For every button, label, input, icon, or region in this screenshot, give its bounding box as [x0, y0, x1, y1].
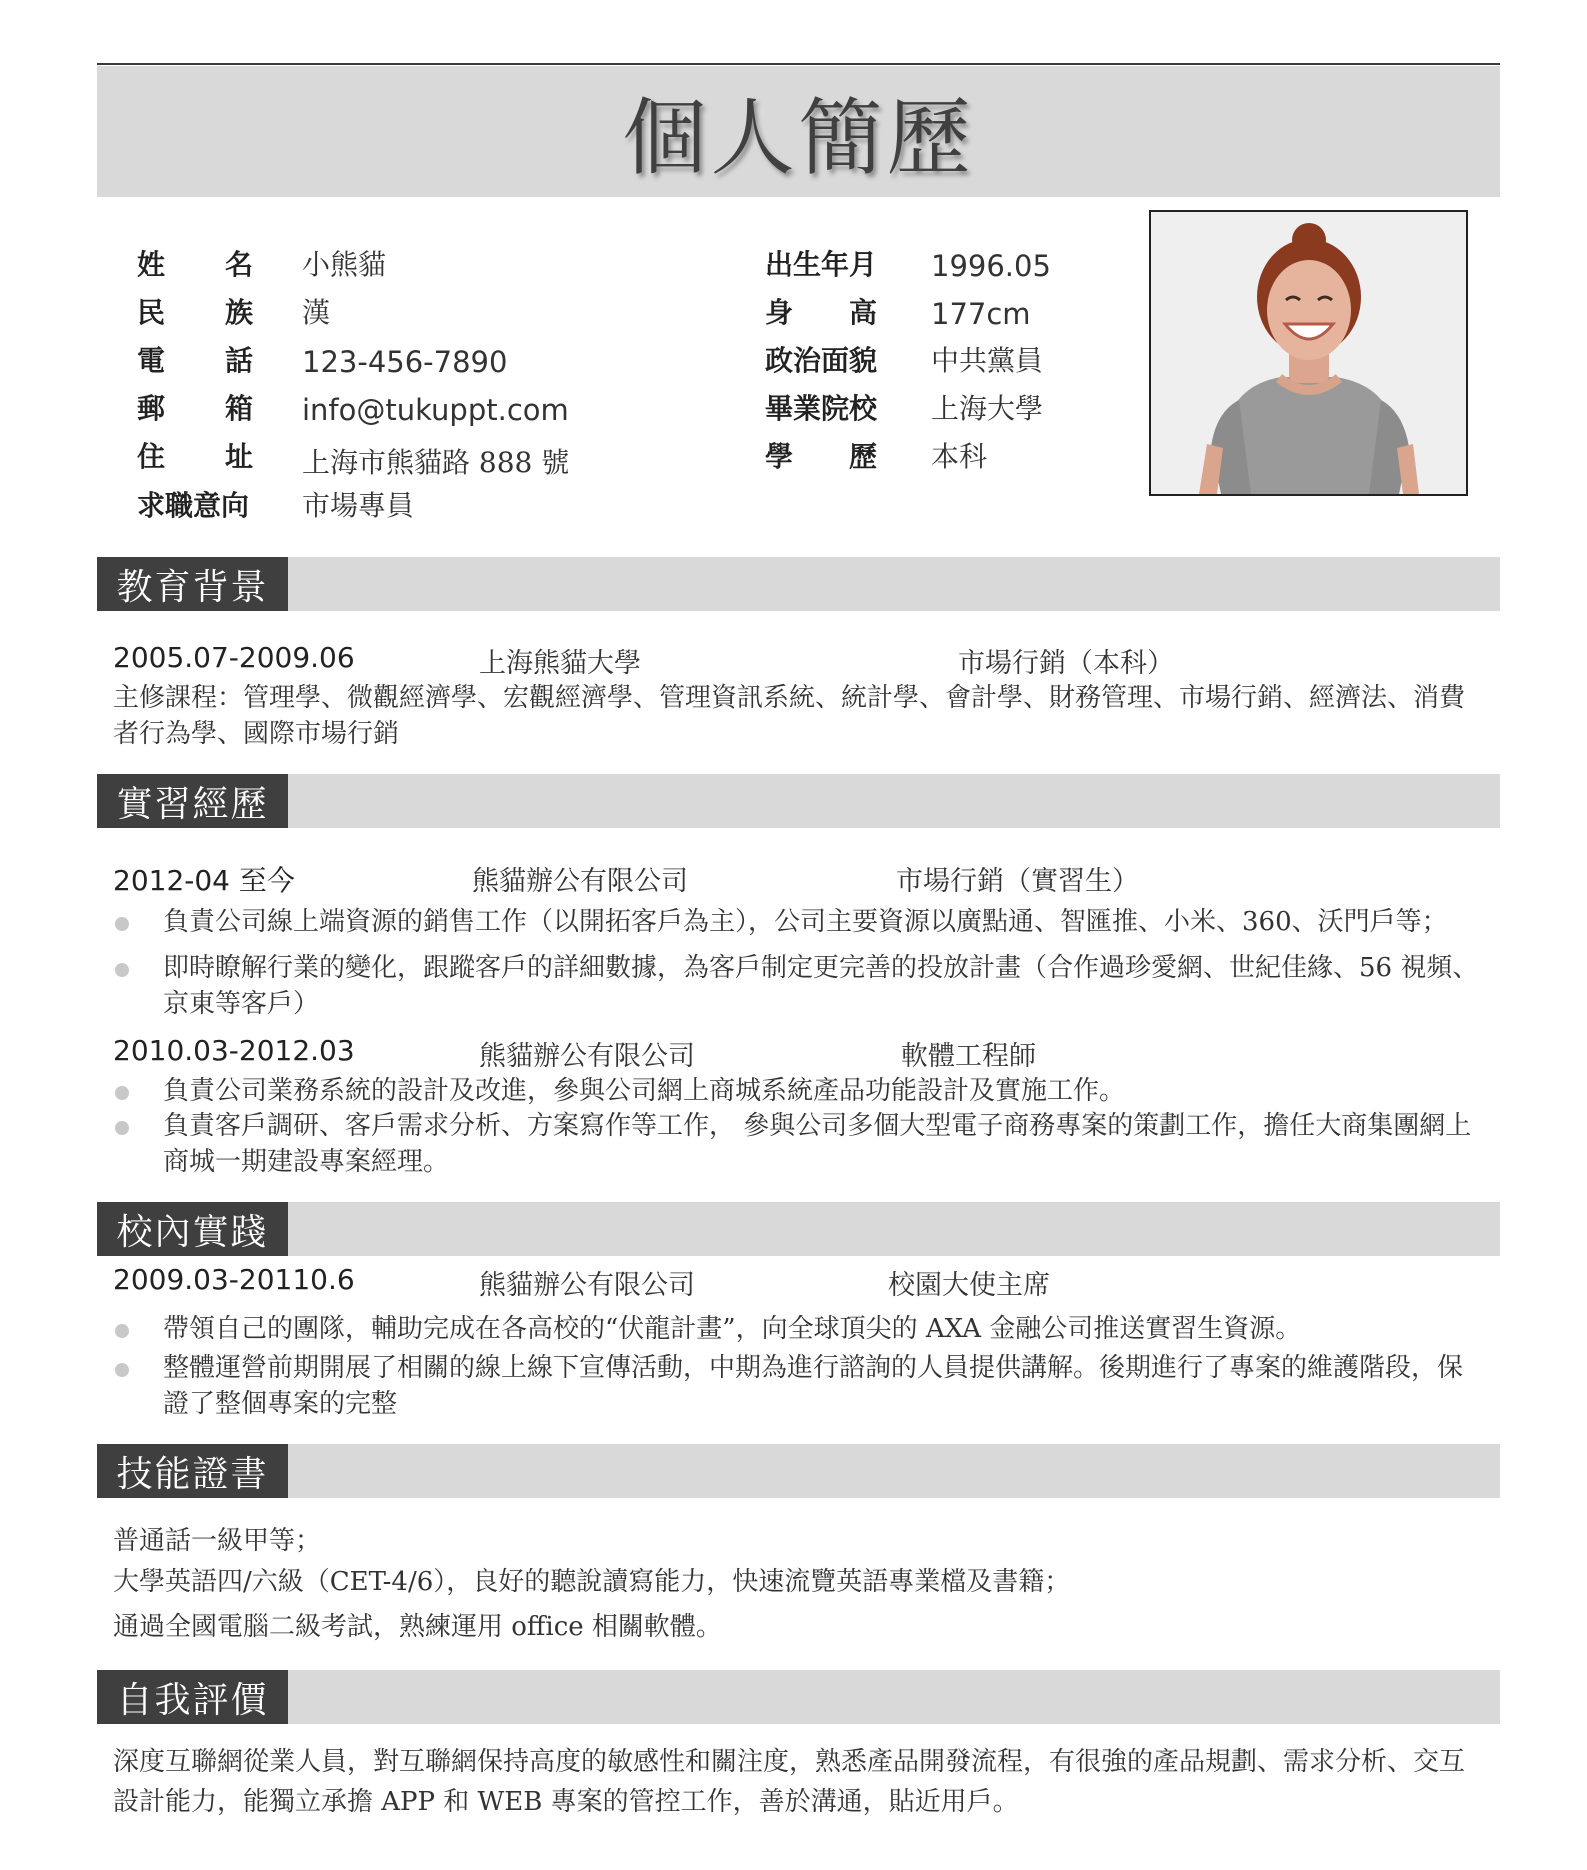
internship-2-company: 熊貓辦公有限公司 — [479, 1041, 695, 1072]
section-internship-header — [97, 774, 1500, 828]
value-school: 上海大學 — [931, 392, 1044, 425]
value-degree: 本科 — [931, 440, 988, 473]
section-self-header — [97, 1670, 1500, 1724]
section-title-campus: 校內實踐 — [97, 1202, 288, 1256]
campus-role: 校園大使主席 — [888, 1270, 1050, 1301]
list-item: 即時瞭解行業的變化，跟蹤客戶的詳細數據，為客戶制定更完善的投放計畫（合作過珍愛網、世紀佳緣、56 視頻、京東等客戶） — [113, 950, 1488, 1026]
internship-2-date: 2010.03-2012.03 — [113, 1034, 355, 1067]
page-title: 個人簡歷 — [622, 89, 975, 187]
label-ethnicity: 民 族 — [137, 296, 253, 329]
label-school: 畢業院校 — [765, 392, 878, 425]
section-education-header — [97, 557, 1500, 611]
bullet-icon — [115, 1324, 129, 1338]
value-political: 中共黨員 — [931, 344, 1044, 377]
bullet-icon — [115, 917, 129, 931]
label-degree: 學 歷 — [765, 440, 877, 473]
list-item: 整體運營前期開展了相關的線上線下宣傳活動，中期為進行諮詢的人員提供講解。後期進行了專案的維護階段，保證了整個專案的完整 — [113, 1350, 1488, 1422]
list-item: 帶領自己的團隊，輔助完成在各高校的“伏龍計畫”，向全球頂尖的 AXA 金融公司推送實習生資源。 — [113, 1311, 1488, 1347]
label-birth: 出生年月 — [765, 248, 878, 281]
list-item: 負責客戶調研、客戶需求分析、方案寫作等工作， 參與公司多個大型電子商務專案的策劃工作，擔任大商集團網上商城一期建設專案經理。 — [113, 1108, 1488, 1180]
bullet-icon — [115, 1121, 129, 1135]
section-title-self: 自我評價 — [97, 1670, 288, 1724]
internship-2-role: 軟體工程師 — [901, 1041, 1036, 1072]
label-phone: 電 話 — [137, 344, 253, 377]
value-height: 177cm — [931, 297, 1031, 331]
value-email: info@tukuppt.com — [302, 393, 569, 427]
education-school: 上海熊貓大學 — [479, 648, 641, 679]
bullet-icon — [115, 1086, 129, 1100]
value-name: 小熊貓 — [302, 248, 387, 281]
internship-1-company: 熊貓辦公有限公司 — [472, 866, 688, 897]
section-campus-header — [97, 1202, 1500, 1256]
value-address: 上海市熊貓路 888 號 — [302, 446, 570, 479]
section-title-internship: 實習經歷 — [97, 774, 288, 828]
person-portrait-icon — [1151, 212, 1466, 494]
value-ethnicity: 漢 — [302, 296, 331, 329]
label-email: 郵 箱 — [137, 392, 253, 425]
label-height: 身 高 — [765, 296, 877, 329]
section-skills-header — [97, 1444, 1500, 1498]
label-job-intent: 求職意向 — [137, 489, 250, 522]
internship-1-date: 2012-04 至今 — [113, 864, 295, 897]
skill-item-3: 通過全國電腦二級考試，熟練運用 office 相關軟體。 — [113, 1612, 722, 1642]
education-date: 2005.07-2009.06 — [113, 641, 355, 674]
value-birth: 1996.05 — [931, 249, 1051, 283]
education-major: 市場行銷（本科） — [958, 648, 1174, 679]
profile-photo — [1149, 210, 1468, 496]
internship-1-role: 市場行銷（實習生） — [896, 866, 1139, 897]
title-banner — [97, 66, 1500, 197]
label-address: 住 址 — [137, 440, 253, 473]
campus-date: 2009.03-20110.6 — [113, 1263, 355, 1296]
skill-item-2: 大學英語四/六級（CET-4/6），良好的聽說讀寫能力，快速流覽英語專業檔及書籍； — [113, 1567, 1071, 1597]
section-title-education: 教育背景 — [97, 557, 288, 611]
value-job-intent: 市場專員 — [302, 489, 415, 522]
self-evaluation-text: 深度互聯網從業人員，對互聯網保持高度的敏感性和關注度，熟悉產品開發流程，有很強的產品規劃、需求分析、交互設計能力，能獨立承擔 APP 和 WEB 專案的管控工作，善於溝通，貼近用戶。 — [113, 1747, 1466, 1817]
campus-company: 熊貓辦公有限公司 — [479, 1270, 695, 1301]
label-political: 政治面貌 — [765, 344, 878, 377]
bullet-icon — [115, 963, 129, 977]
list-item: 負責公司業務系統的設計及改進，參與公司網上商城系統產品功能設計及實施工作。 — [113, 1073, 1488, 1109]
list-item: 負責公司線上端資源的銷售工作（以開拓客戶為主），公司主要資源以廣點通、智匯推、小米、360、沃門戶等； — [113, 904, 1488, 944]
section-title-skills: 技能證書 — [97, 1444, 288, 1498]
top-rule — [97, 63, 1500, 65]
skill-item-1: 普通話一級甲等； — [113, 1526, 322, 1556]
education-courses: 主修課程：管理學、微觀經濟學、宏觀經濟學、管理資訊系統、統計學、會計學、財務管理、市場行銷、經濟法、消費者行為學、國際市場行銷 — [113, 683, 1466, 749]
label-name: 姓 名 — [137, 248, 253, 281]
bullet-icon — [115, 1363, 129, 1377]
value-phone: 123-456-7890 — [302, 345, 508, 379]
